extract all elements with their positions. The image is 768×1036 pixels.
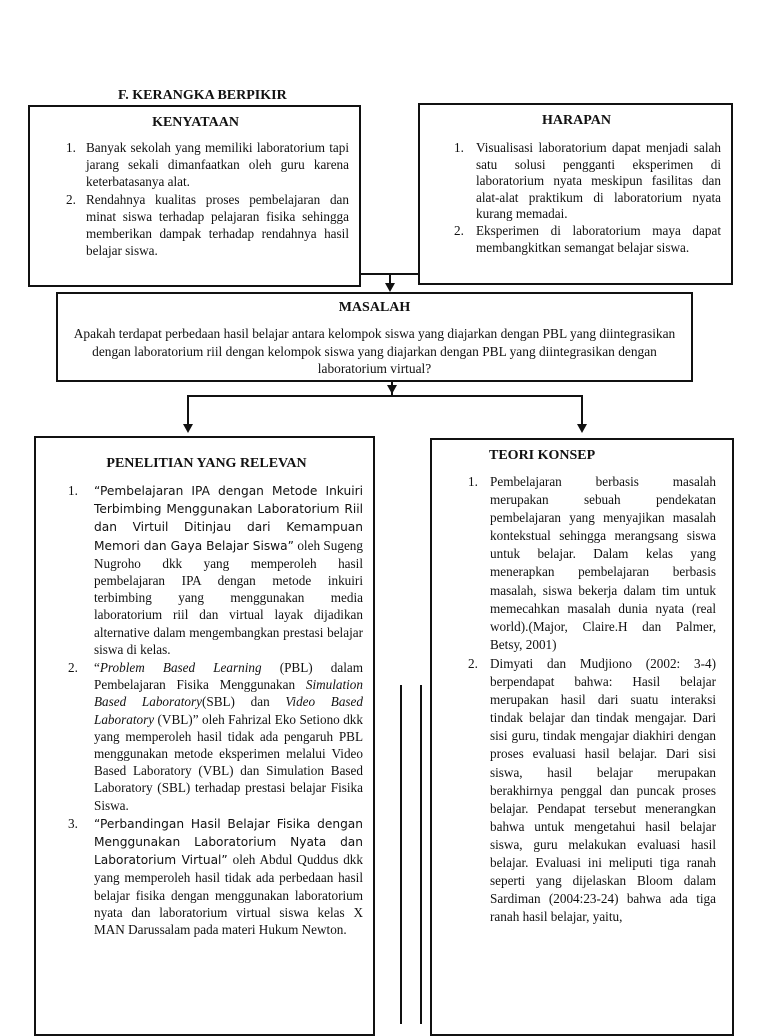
list-number: 1. (68, 483, 78, 498)
arrow-head (577, 424, 587, 433)
teori-box (430, 438, 734, 1036)
penelitian-item-body: oleh Sugeng Nugroho dkk yang memperoleh hasil pembelajaran IPA dengan metode inkuiri terbimbing yang menggunakan media laboratorium riil dan virtual layak dijadikan alternative dalam mengembangkan prestasi belajar siswa di kelas. (94, 537, 363, 657)
kenyataan-box (28, 105, 361, 287)
harapan-item (432, 140, 721, 223)
list-number: 1. (454, 140, 464, 155)
section-title: F. KERANGKA BERPIKIR (118, 88, 287, 103)
penelitian-item (50, 482, 363, 658)
harapan-item-text: Visualisasi laboratorium dapat menjadi salah satu solusi pengganti eksperimen di laboratorium nyata meskipun fasilitas dan alat-alat praktikum di laboratorium nyata kurang memadai. (476, 140, 721, 222)
teori-item (446, 655, 716, 926)
text-span: “ (94, 660, 100, 676)
penelitian-item-text (94, 482, 363, 658)
text-span: (SBL) dan (201, 694, 286, 710)
kenyataan-item-text: Rendahnya kualitas proses pembelajaran dan minat siswa terhadap pelajaran fisika sehingga memberikan dampak terhadap rendahnya hasil belajar siswa. (86, 192, 349, 258)
teori-item-text: Dimyati dan Mudjiono (2002: 3-4) berpendapat bahwa: Hasil belajar merupakan hasil dari suatu interaksi tindak belajar dan tindak mengajar. Dari sisi guru, tindak mengajar diakhiri dengan proses evaluasi hasil belajar. Dari sisi siswa, hasil belajar merupakan berakhirnya penggal dan puncak proses belajar. Pendapat tersebut menerangkan bahwa untuk mengetahui hasil belajar siswa, guru melakukan evaluasi hasil belajar. Evaluasi ini meliputi tiga ranah seperti yang dijelaskan Bloom dalam Sardiman (2004:23-24) bahwa ada tiga ranah hasil belajar, yaitu, (490, 655, 716, 925)
text-span-italic: Problem Based Learning (99, 660, 262, 676)
teori-item-text: Pembelajaran berbasis masalah merupakan sebuah pendekatan pembelajaran yang menyajikan masalah kontekstual sehingga merangsang siswa untuk belajar. Dalam kelas yang menerapkan pembelajaran berbasis masalah, siswa bekerja dalam tim untuk memecahkan masalah dunia nyata (real world).(Major, Claire.H dan Palmer, Betsy, 2001) (490, 474, 716, 652)
text-span: (VBL)” oleh Fahrizal Eko Setiono dkk yang memperoleh hasil tidak ada pengaruh PBL menggunakan metode eksperimen melalui Video Based Laboratory (VBL) dan Simulation Based Laboratory (SBL) terhadap prestasi belajar Fisika Siswa. (94, 711, 363, 813)
list-number: 3. (68, 815, 78, 831)
penelitian-item-title: “Pembelajaran IPA dengan Metode Inkuiri Terbimbing Menggunakan Laboratorium Riil dan Virtuil Ditinjau dari Kemampuan Memori dan Gaya Belajar Siswa” (94, 484, 363, 553)
harapan-item (432, 223, 721, 256)
list-number: 2. (66, 192, 76, 207)
kenyataan-item (42, 139, 349, 190)
list-number: 2. (468, 655, 478, 671)
connector-line (581, 395, 583, 425)
kenyataan-title: KENYATAAN (152, 115, 239, 130)
arrow-head (183, 424, 193, 433)
penelitian-box (34, 436, 375, 1036)
list-number: 2. (454, 222, 464, 238)
text-span-italic: Simulation Based Laboratory (94, 677, 363, 710)
masalah-text: Apakah terdapat perbedaan hasil belajar antara kelompok siswa yang diajarkan dengan PBL yang diintegrasikan dengan laboratorium riil dengan kelompok siswa yang diajarkan dengan PBL yang diintegrasikan dengan laboratorium virtual? (73, 326, 676, 376)
kenyataan-item-text: Banyak sekolah yang memiliki laboratorium tapi jarang sekali dimanfaatkan oleh guru karena keterbatasanya alat. (86, 140, 349, 189)
text-span: (PBL) dalam Pembelajaran Fisika Menggunakan (94, 660, 363, 693)
penelitian-item-text (94, 659, 363, 814)
penelitian-item-text (94, 815, 363, 938)
kenyataan-item (42, 191, 349, 259)
list-number: 1. (468, 474, 478, 489)
arrow-head (387, 385, 397, 394)
connector-line (187, 395, 583, 397)
text-span-italic: Video Based Laboratory (94, 694, 364, 727)
penelitian-item (50, 815, 363, 938)
masalah-title: MASALAH (338, 300, 411, 315)
teori-title: TEORI KONSEP (489, 448, 596, 463)
arrow-head (385, 283, 395, 292)
connector-line (187, 395, 189, 425)
harapan-box (418, 103, 733, 285)
harapan-title: HARAPAN (542, 113, 611, 128)
teori-item (446, 473, 716, 654)
list-number: 1. (66, 140, 76, 155)
penelitian-item (50, 659, 363, 814)
masalah-box (56, 292, 693, 382)
penelitian-title: PENELITIAN YANG RELEVAN (106, 456, 307, 471)
harapan-item-text: Eksperimen di laboratorium maya dapat membangkitkan semangat belajar siswa. (476, 222, 721, 255)
connector-line (420, 685, 422, 1024)
list-number: 2. (68, 660, 78, 676)
penelitian-item-body: oleh Abdul Quddus dkk yang memperoleh hasil tidak ada perbedaan hasil belajar fisika dengan menggunakan laboratorium nyata dan laboratorium virtual siswa kelas X MAN Darussalam pada materi Hukum Newton. (94, 852, 363, 938)
connector-line (400, 685, 402, 1024)
penelitian-item-title: “Perbandingan Hasil Belajar Fisika dengan Menggunakan Laboratorium Nyata dan Laboratorium Virtual” (94, 816, 363, 868)
